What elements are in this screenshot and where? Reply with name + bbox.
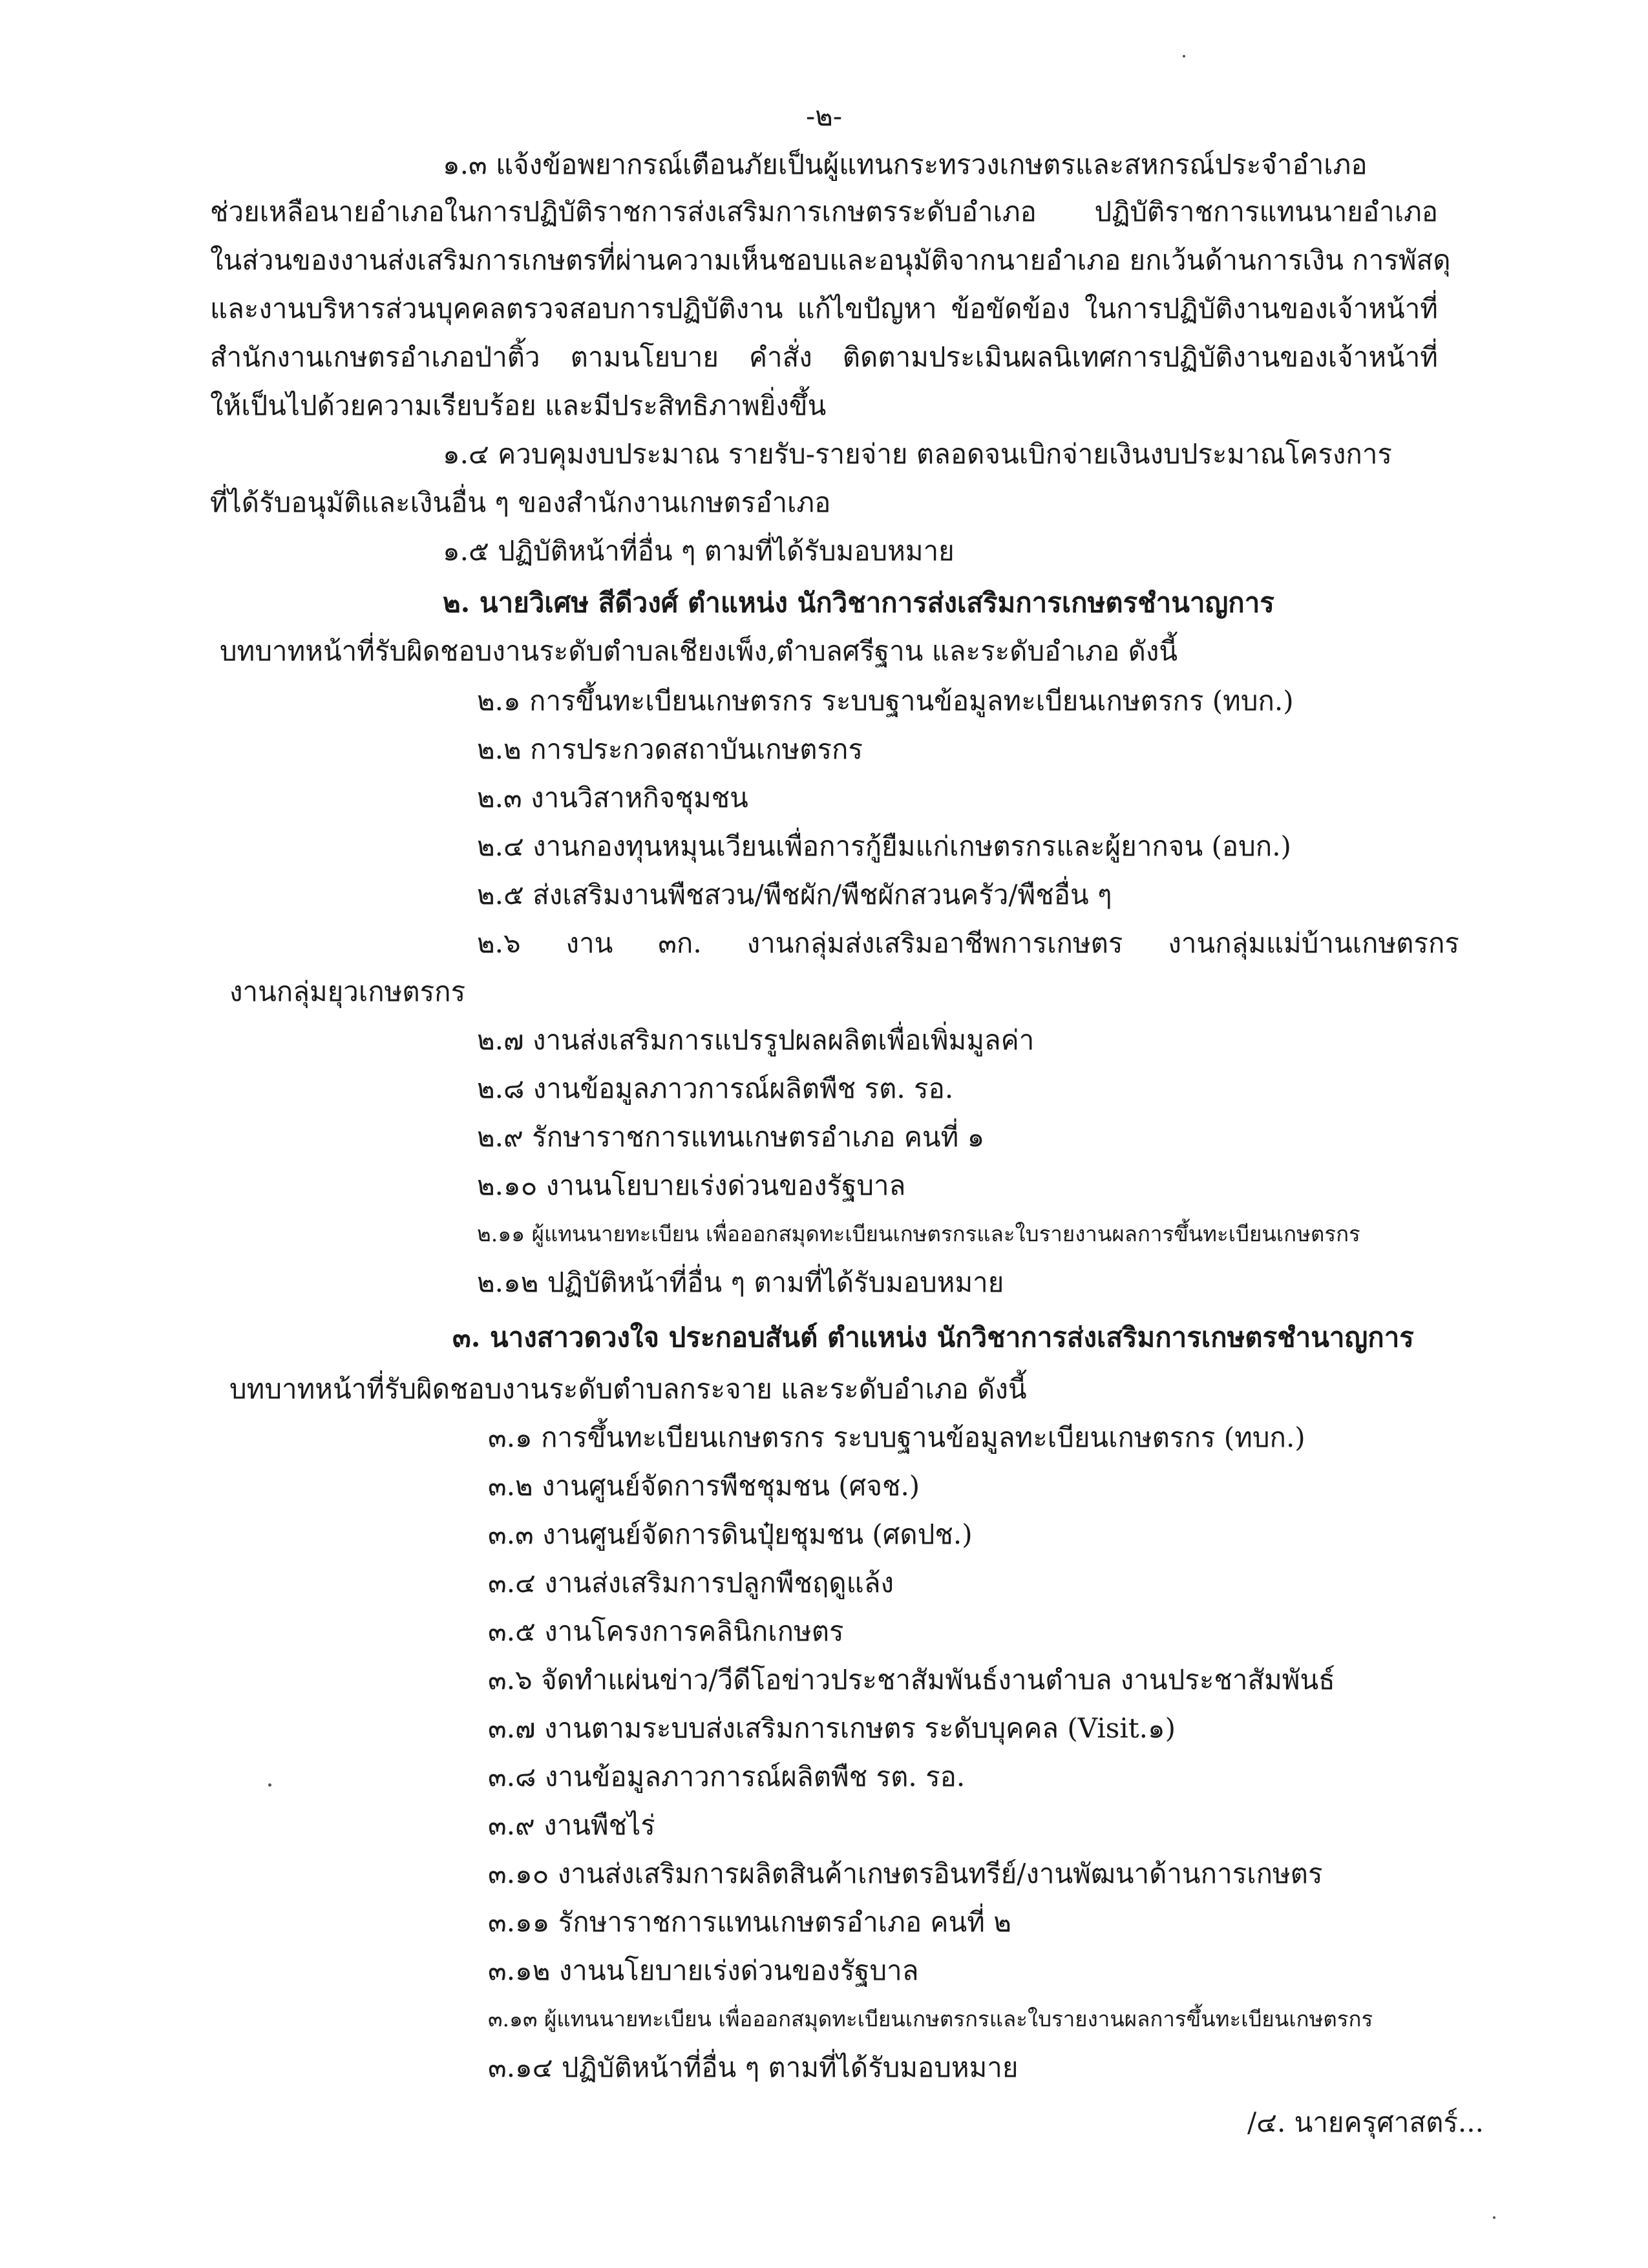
item-3-5: ๓.๕ งานโครงการคลินิกเกษตร — [488, 1615, 844, 1647]
section-3-role: บทบาทหน้าที่รับผิดชอบงานระดับตำบลกระจาย และระดับอำเภอ ดังนี้ — [229, 1373, 1027, 1405]
section-3-heading: ๓. นางสาวดวงใจ ประกอบสันต์ ตำแหน่ง นักวิชาการส่งเสริมการเกษตรชำนาญการ — [452, 1321, 1414, 1353]
page-number: -๒- — [805, 100, 843, 132]
item-2-9: ๒.๙ รักษาราชการแทนเกษตรอำเภอ คนที่ ๑ — [477, 1121, 985, 1153]
item-3-14: ๓.๑๔ ปฏิบัติหน้าที่อื่น ๆ ตามที่ได้รับมอบหมาย — [488, 2052, 1019, 2083]
item-1-4-line-2: ที่ได้รับอนุมัติและเงินอื่น ๆ ของสำนักงานเกษตรอำเภอ — [210, 487, 831, 518]
item-3-2: ๓.๒ งานศูนย์จัดการพืชชุมชน (ศจช.) — [488, 1470, 920, 1502]
item-2-7: ๒.๗ งานส่งเสริมการแปรรูปผลผลิตเพื่อเพิ่มมูลค่า — [477, 1024, 1035, 1056]
item-2-2: ๒.๒ การประกวดสถาบันเกษตรกร — [477, 733, 863, 765]
item-2-12: ๒.๑๒ ปฏิบัติหน้าที่อื่น ๆ ตามที่ได้รับมอบหมาย — [477, 1266, 1004, 1298]
item-3-6: ๓.๖ จัดทำแผ่นข่าว/วีดีโอข่าวประชาสัมพันธ์งานตำบล งานประชาสัมพันธ์ — [488, 1664, 1335, 1696]
item-2-11: ๒.๑๑ ผู้แทนนายทะเบียน เพื่อออกสมุดทะเบียนเกษตรกรและใบรายงานผลการขึ้นทะเบียนเกษตรกร — [477, 1221, 1360, 1246]
item-2-1: ๒.๑ การขึ้นทะเบียนเกษตรกร ระบบฐานข้อมูลทะเบียนเกษตรกร (ทบก.) — [477, 685, 1294, 717]
section-2-heading: ๒. นายวิเศษ สีดีวงศ์ ตำแหน่ง นักวิชาการส่งเสริมการเกษตรชำนาญการ — [443, 587, 1274, 618]
scan-speck — [1183, 55, 1185, 58]
item-2-6-line-1: ๒.๖ งาน ๓ก. งานกลุ่มส่งเสริมอาชีพการเกษตร งานกลุ่มแม่บ้านเกษตรกร — [477, 927, 1459, 959]
item-2-4: ๒.๔ งานกองทุนหมุนเวียนเพื่อการกู้ยืมแก่เกษตรกรและผู้ยากจน (อบก.) — [477, 830, 1291, 862]
item-3-9: ๓.๙ งานพืชไร่ — [488, 1809, 655, 1841]
scan-speck — [268, 1783, 271, 1787]
item-1-3-line-5: สำนักงานเกษตรอำเภอป่าติ้ว ตามนโยบาย คำสั่ง ติดตามประเมินผลนิเทศการปฏิบัติงานของเจ้าหน้าที่ — [210, 341, 1438, 373]
item-3-8: ๓.๘ งานข้อมูลภาวการณ์ผลิตพืช รต. รอ. — [488, 1761, 966, 1792]
item-1-3-line-6: ให้เป็นไปด้วยความเรียบร้อย และมีประสิทธิภาพยิ่งขึ้น — [210, 390, 827, 421]
item-1-3-line-2: ช่วยเหลือนายอำเภอในการปฏิบัติราชการส่งเสริมการเกษตรระดับอำเภอ ปฏิบัติราชการแทนนายอำเภอ — [210, 196, 1438, 227]
item-3-1: ๓.๑ การขึ้นทะเบียนเกษตรกร ระบบฐานข้อมูลทะเบียนเกษตรกร (ทบก.) — [488, 1422, 1305, 1453]
item-2-5: ๒.๕ ส่งเสริมงานพืชสวน/พืชผัก/พืชผักสวนครัว/พืชอื่น ๆ — [477, 879, 1112, 910]
item-2-10: ๒.๑๐ งานนโยบายเร่งด่วนของรัฐบาล — [477, 1170, 906, 1201]
item-2-6-line-2: งานกลุ่มยุวเกษตรกร — [229, 976, 466, 1007]
item-1-4-line-1: ๑.๔ ควบคุมงบประมาณ รายรับ-รายจ่าย ตลอดจนเบิกจ่ายเงินงบประมาณโครงการ — [443, 438, 1392, 470]
section-2-role: บทบาทหน้าที่รับผิดชอบงานระดับตำบลเชียงเพ็ง,ตำบลศรีฐาน และระดับอำเภอ ดังนี้ — [220, 635, 1178, 667]
item-1-3-line-1: ๑.๓ แจ้งข้อพยากรณ์เตือนภัยเป็นผู้แทนกระทรวงเกษตรและสหกรณ์ประจำอำเภอ — [443, 149, 1368, 180]
item-3-13: ๓.๑๓ ผู้แทนนายทะเบียน เพื่อออกสมุดทะเบียนเกษตรกรและใบรายงานผลการขึ้นทะเบียนเกษตรกร — [488, 2006, 1373, 2032]
item-1-3-line-4: และงานบริหารส่วนบุคคลตรวจสอบการปฏิบัติงาน แก้ไขปัญหา ข้อขัดข้อง ในการปฏิบัติงานของเจ้าหน้าที่ — [210, 293, 1438, 324]
scan-speck — [1493, 2216, 1495, 2219]
item-3-4: ๓.๔ งานส่งเสริมการปลูกพืชฤดูแล้ง — [488, 1567, 894, 1599]
item-3-12: ๓.๑๒ งานนโยบายเร่งด่วนของรัฐบาล — [488, 1955, 919, 1986]
item-3-7: ๓.๗ งานตามระบบส่งเสริมการเกษตร ระดับบุคคล (Visit.๑) — [488, 1712, 1176, 1744]
item-3-11: ๓.๑๑ รักษาราชการแทนเกษตรอำเภอ คนที่ ๒ — [488, 1906, 1011, 1938]
item-1-3-line-3: ในส่วนของงานส่งเสริมการเกษตรที่ผ่านความเห็นชอบและอนุมัติจากนายอำเภอ ยกเว้นด้านการเงิน การพัสดุ — [210, 244, 1451, 276]
continuation-note: /๔. นายครุศาสตร์... — [1247, 2106, 1484, 2138]
item-1-5: ๑.๕ ปฏิบัติหน้าที่อื่น ๆ ตามที่ได้รับมอบหมาย — [443, 535, 955, 567]
item-3-3: ๓.๓ งานศูนย์จัดการดินปุ๋ยชุมชน (ศดปช.) — [488, 1518, 973, 1550]
item-3-10: ๓.๑๐ งานส่งเสริมการผลิตสินค้าเกษตรอินทรีย์/งานพัฒนาด้านการเกษตร — [488, 1858, 1323, 1889]
item-2-8: ๒.๘ งานข้อมูลภาวการณ์ผลิตพืช รต. รอ. — [477, 1073, 954, 1104]
item-2-3: ๒.๓ งานวิสาหกิจชุมชน — [477, 782, 748, 814]
